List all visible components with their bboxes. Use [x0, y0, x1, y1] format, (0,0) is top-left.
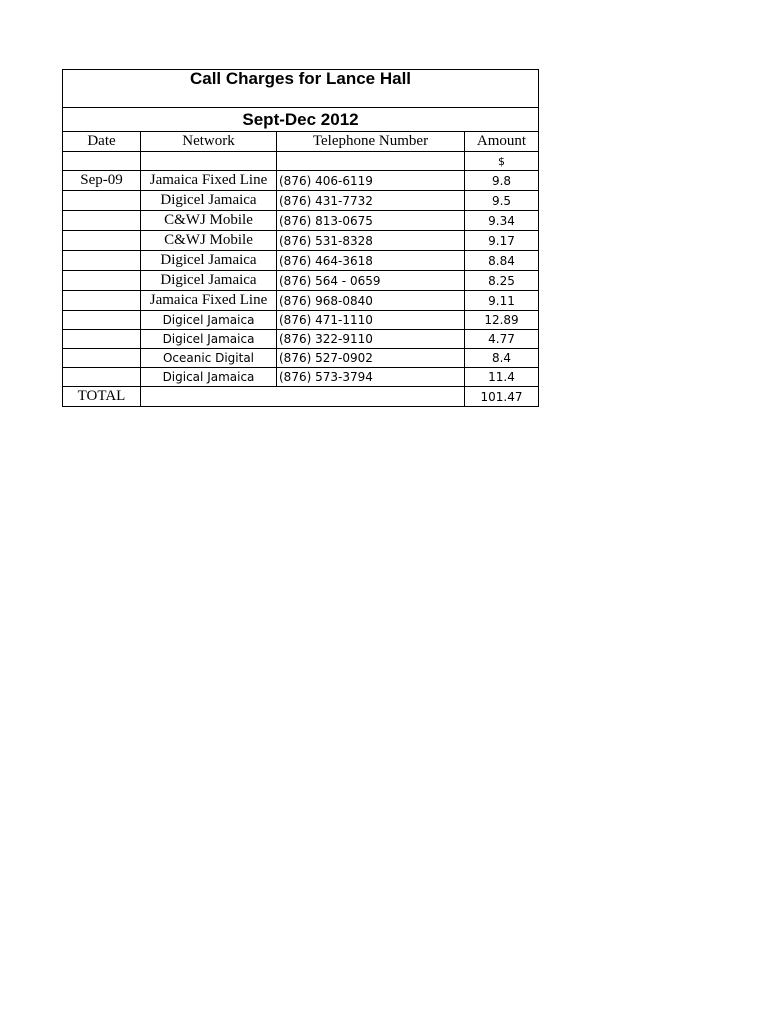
- table-row: [63, 211, 539, 231]
- cell-network: C&WJ Mobile: [141, 211, 277, 231]
- cell-network: Digical Jamaica: [141, 368, 277, 387]
- header-network: Network: [141, 132, 277, 152]
- cell-telephone: (876) 464-3618: [277, 251, 465, 271]
- table-row: [63, 191, 539, 211]
- call-charges-table: [62, 69, 539, 407]
- cell-amount: 8.84: [465, 251, 539, 271]
- cell-date: [63, 271, 141, 291]
- cell-network: Digicel Jamaica: [141, 191, 277, 211]
- table-row: [63, 251, 539, 271]
- table-row: [63, 291, 539, 311]
- empty-cell: [63, 152, 141, 171]
- cell-telephone: (876) 431-7732: [277, 191, 465, 211]
- cell-date: [63, 291, 141, 311]
- cell-amount: 4.77: [465, 330, 539, 349]
- table-row: [63, 311, 539, 330]
- table-row: [63, 330, 539, 349]
- empty-cell: [141, 387, 465, 407]
- cell-date: [63, 311, 141, 330]
- table-row: [63, 349, 539, 368]
- cell-network: Jamaica Fixed Line: [141, 291, 277, 311]
- cell-amount: 9.17: [465, 231, 539, 251]
- cell-date: [63, 211, 141, 231]
- total-row: [63, 387, 539, 407]
- cell-date: [63, 191, 141, 211]
- empty-cell: [141, 152, 277, 171]
- cell-date: [63, 251, 141, 271]
- cell-telephone: (876) 573-3794: [277, 368, 465, 387]
- header-amount: Amount: [465, 132, 539, 152]
- cell-network: C&WJ Mobile: [141, 231, 277, 251]
- period-row: [63, 108, 539, 132]
- cell-amount: 12.89: [465, 311, 539, 330]
- cell-amount: 8.25: [465, 271, 539, 291]
- cell-telephone: (876) 471-1110: [277, 311, 465, 330]
- sheet-title: Call Charges for Lance Hall: [63, 70, 539, 108]
- cell-telephone: (876) 564 - 0659: [277, 271, 465, 291]
- cell-amount: 11.4: [465, 368, 539, 387]
- header-date: Date: [63, 132, 141, 152]
- cell-amount: 9.11: [465, 291, 539, 311]
- cell-amount: 9.34: [465, 211, 539, 231]
- cell-date: [63, 231, 141, 251]
- cell-telephone: (876) 531-8328: [277, 231, 465, 251]
- table-row: [63, 171, 539, 191]
- cell-amount: 9.5: [465, 191, 539, 211]
- total-amount: 101.47: [465, 387, 539, 407]
- total-label: TOTAL: [63, 387, 141, 407]
- currency-symbol: $: [465, 152, 539, 171]
- currency-row: [63, 152, 539, 171]
- cell-telephone: (876) 527-0902: [277, 349, 465, 368]
- cell-telephone: (876) 813-0675: [277, 211, 465, 231]
- cell-network: Digicel Jamaica: [141, 271, 277, 291]
- cell-network: Jamaica Fixed Line: [141, 171, 277, 191]
- cell-amount: 8.4: [465, 349, 539, 368]
- cell-network: Digicel Jamaica: [141, 330, 277, 349]
- cell-date: [63, 330, 141, 349]
- empty-cell: [277, 152, 465, 171]
- cell-telephone: (876) 322-9110: [277, 330, 465, 349]
- title-row: [63, 70, 539, 108]
- cell-amount: 9.8: [465, 171, 539, 191]
- cell-network: Digicel Jamaica: [141, 311, 277, 330]
- cell-date: [63, 349, 141, 368]
- table-row: [63, 271, 539, 291]
- header-row: [63, 132, 539, 152]
- cell-network: Digicel Jamaica: [141, 251, 277, 271]
- cell-date: [63, 368, 141, 387]
- table-row: [63, 368, 539, 387]
- cell-telephone: (876) 968-0840: [277, 291, 465, 311]
- cell-telephone: (876) 406-6119: [277, 171, 465, 191]
- table-row: [63, 231, 539, 251]
- cell-date: Sep-09: [63, 171, 141, 191]
- sheet-period: Sept-Dec 2012: [63, 108, 539, 132]
- header-telephone: Telephone Number: [277, 132, 465, 152]
- cell-network: Oceanic Digital: [141, 349, 277, 368]
